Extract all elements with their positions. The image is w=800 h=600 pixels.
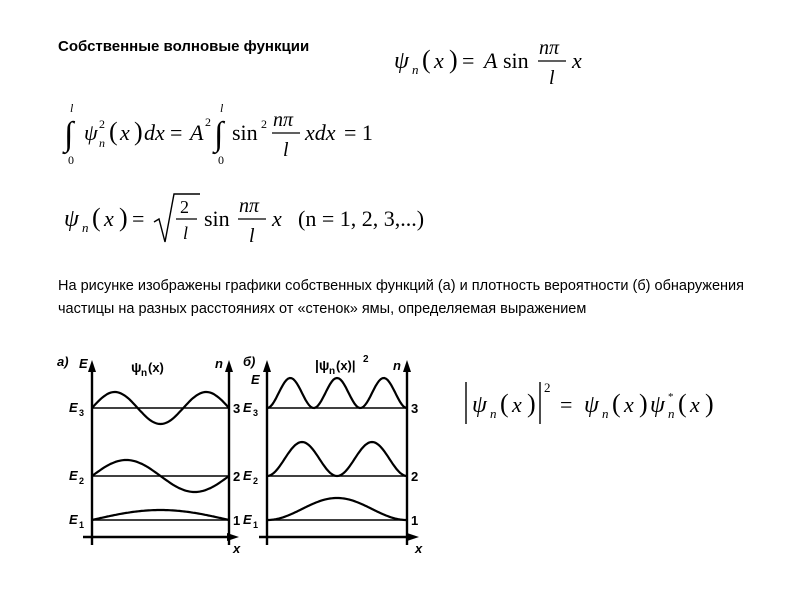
svg-text:xdx: xdx [305,120,336,145]
formula-normalization [62,100,382,170]
svg-text:): ) [639,389,648,418]
svg-text:E: E [243,512,252,527]
density-curve-n2 [267,442,407,476]
svg-text:x: x [624,392,634,417]
svg-text:): ) [134,117,143,146]
svg-text:3: 3 [411,401,419,416]
svg-text:x: x [120,120,130,145]
svg-text:sin: sin [204,206,230,231]
svg-text:*: * [668,391,674,403]
svg-text:2: 2 [411,469,419,484]
panel-b-axis-n: n [393,358,401,373]
psi-symbol: ψ [394,48,409,74]
svg-text:l: l [220,101,224,115]
svg-text:): ) [449,45,458,74]
svg-text:ψ: ψ [131,359,142,375]
svg-text:E: E [69,468,78,483]
svg-text:n: n [668,406,675,421]
svg-text:∫: ∫ [214,116,224,153]
svg-text:x: x [415,541,423,556]
panel-b-tag: б) [243,354,256,369]
svg-text:2: 2 [233,469,241,484]
svg-text:l: l [283,139,289,161]
svg-text:0: 0 [218,153,224,167]
panel-a-tag: а) [57,354,69,369]
svg-text:ψ: ψ [650,392,665,418]
panel-a-axis-e: E [79,356,88,371]
sin-func: sin [503,48,529,73]
svg-text:ψ: ψ [84,120,98,145]
var-x: x [572,48,582,73]
svg-text:A: A [190,120,204,145]
svg-text:(: ( [612,389,621,418]
svg-text:2: 2 [205,115,211,129]
svg-text:2: 2 [261,117,267,131]
svg-text:2: 2 [544,380,551,395]
svg-text:3: 3 [233,401,241,416]
svg-text:ψ: ψ [472,392,487,418]
svg-text:(: ( [678,389,687,418]
lower-limit: 0 [68,153,74,167]
panel-b [243,354,423,556]
svg-text:1: 1 [253,520,259,530]
svg-text:nπ: nπ [239,195,260,217]
panel-a [57,354,241,556]
density-curve-n3 [267,378,407,408]
svg-text:=: = [132,206,145,231]
frac-numerator: nπ [539,37,560,59]
svg-text:=: = [170,120,183,145]
svg-text:x: x [512,392,522,417]
description-paragraph: На рисунке изображены графики собственных функций (а) и плотность вероятности (б) обнаружения частицы на разных расстояниях от «стенок» ямы, определяемая выражением [58,278,744,317]
svg-text:=: = [560,392,573,417]
frac-denominator: l [549,67,555,89]
density-curve-n1 [267,498,407,520]
formula-psi-general [392,28,602,90]
normalization-result: = 1 [344,120,373,145]
svg-text:n: n [99,136,105,150]
formula-probability-density [462,374,762,434]
svg-text:dx: dx [144,120,165,145]
svg-text:(x): (x) [148,360,164,375]
svg-text:=: = [462,48,475,73]
svg-text:2: 2 [363,354,369,365]
svg-text:l: l [183,223,189,243]
svg-text:3: 3 [79,408,85,418]
svg-text:n: n [329,366,336,377]
svg-text:1: 1 [233,513,241,528]
integral-sign: ∫ [64,116,74,153]
slide-title: Собственные волновые функции [58,38,310,55]
svg-text:E: E [69,512,78,527]
svg-text:): ) [527,389,536,418]
svg-text:2: 2 [253,476,259,486]
svg-text:(: ( [109,117,118,146]
svg-text:(: ( [422,45,431,74]
svg-text:sin: sin [232,120,258,145]
svg-text:E: E [243,468,252,483]
panel-b-axis-e: E [251,372,260,387]
quantum-number-condition: (n = 1, 2, 3,...) [298,206,425,231]
psi-arg: x [434,48,444,73]
svg-text:1: 1 [79,520,85,530]
svg-text:n: n [141,368,148,379]
svg-text:x: x [104,206,114,231]
svg-text:n: n [602,406,609,421]
eigenfunction-figure [55,350,440,560]
svg-text:2: 2 [79,476,85,486]
psi-curve-n1 [92,510,229,520]
svg-text:): ) [119,203,128,232]
svg-text:x: x [272,206,282,231]
svg-text:(: ( [500,389,509,418]
sqrt-sign [154,194,200,242]
svg-text:2: 2 [99,117,105,131]
svg-text:l: l [249,225,255,247]
svg-text:nπ: nπ [273,109,294,131]
svg-text:(x)|: (x)| [336,358,356,373]
formula-psi-normalized [62,188,442,258]
svg-text:n: n [82,220,89,235]
psi-sub: n [412,62,419,77]
amplitude-A: A [484,48,498,73]
svg-text:2: 2 [180,197,189,217]
svg-text:E: E [69,400,78,415]
svg-text:x: x [690,392,700,417]
upper-limit: l [70,101,74,115]
svg-text:x: x [233,541,241,556]
svg-text:ψ: ψ [584,392,599,418]
panel-a-axis-n: n [215,356,223,371]
svg-text:1: 1 [411,513,419,528]
svg-text:|ψ: |ψ [315,357,330,373]
svg-text:n: n [490,406,497,421]
svg-text:(: ( [92,203,101,232]
svg-text:ψ: ψ [64,206,79,232]
svg-text:): ) [705,389,714,418]
svg-text:E: E [243,400,252,415]
svg-text:3: 3 [253,408,259,418]
